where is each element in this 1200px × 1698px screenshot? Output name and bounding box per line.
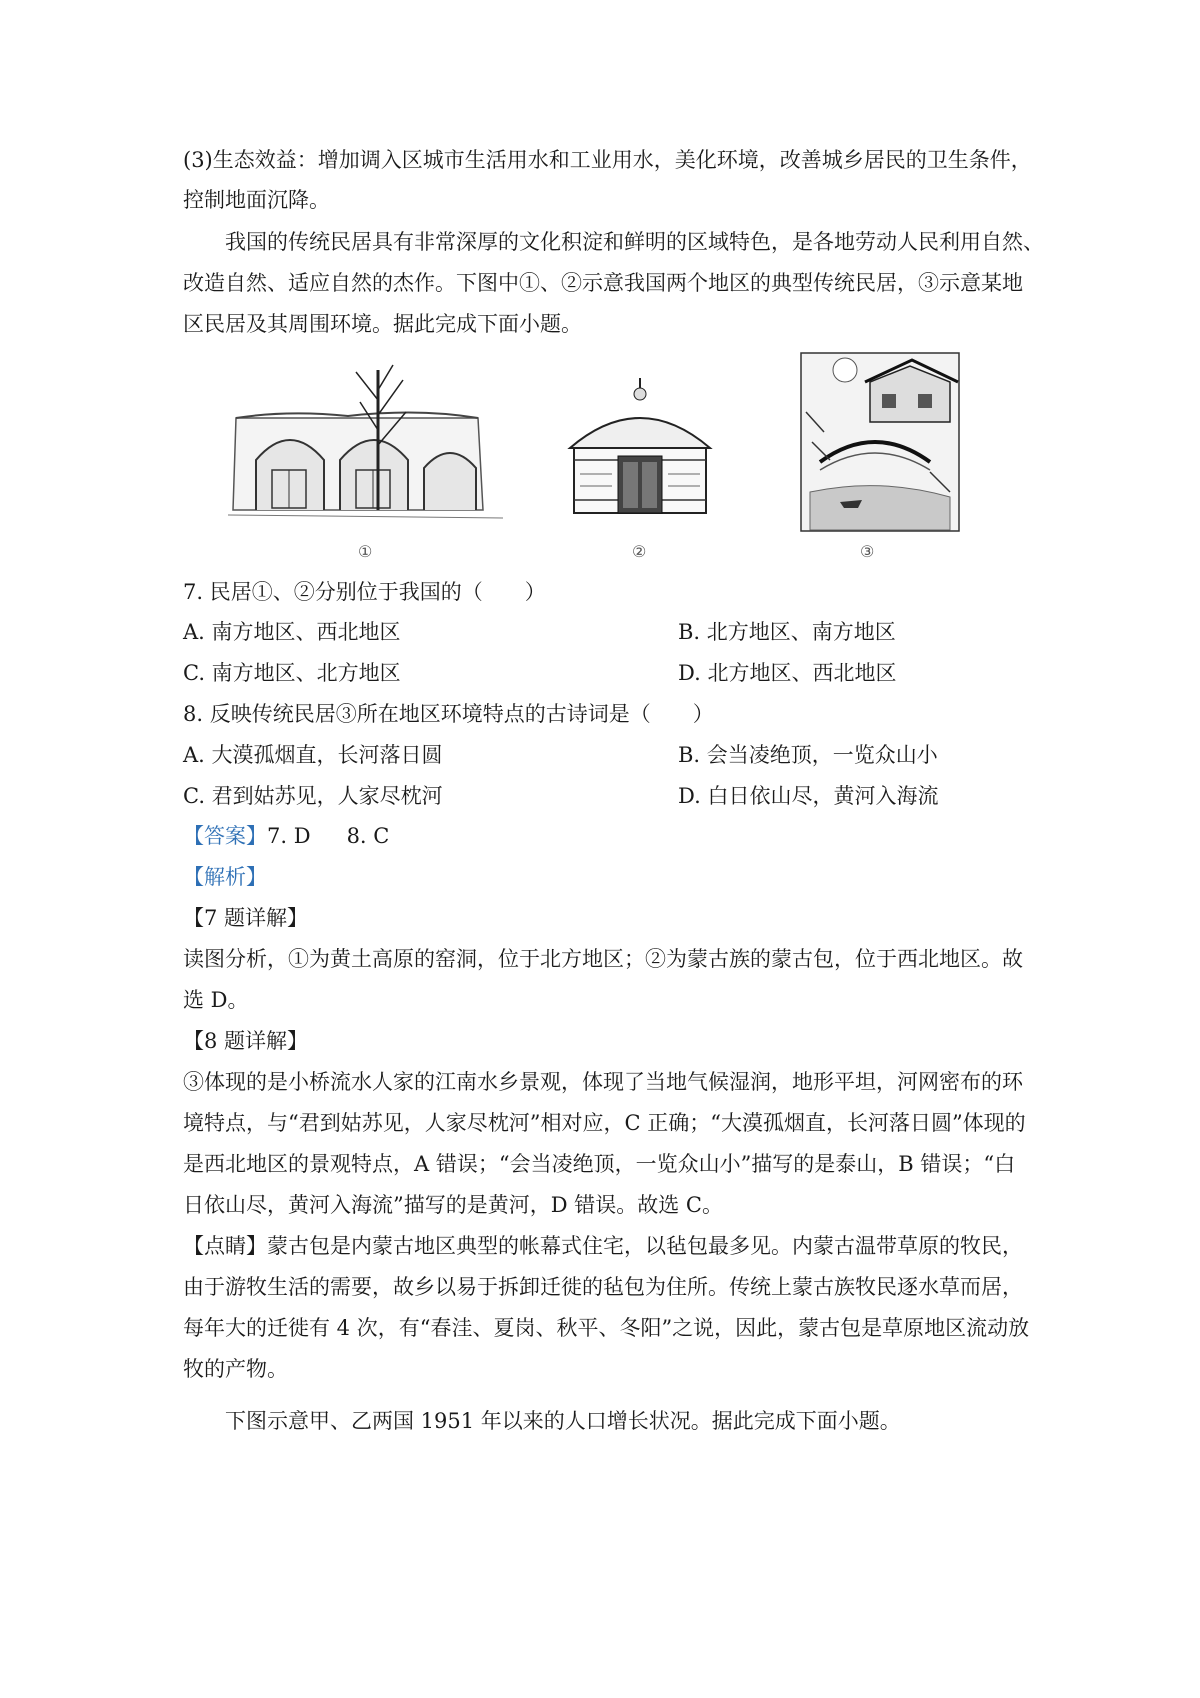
note-line-4: 牧的产物。: [183, 1357, 288, 1381]
question-8-option-b: B. 会当凌绝顶，一览众山小: [678, 743, 938, 767]
analysis-label: 【解析】: [183, 865, 267, 889]
figure-yaodong-sketch: [228, 360, 508, 530]
q7-detail-line-2: 选 D。: [183, 988, 249, 1012]
eco-line-1: (3)生态效益：增加调入区城市生活用水和工业用水，美化环境，改善城乡居民的卫生条件，: [183, 148, 1032, 172]
figure-label-2: ②: [632, 542, 647, 561]
q8-detail-line-4: 日依山尽，黄河入海流”描写的是黄河，D 错误。故选 C。: [183, 1193, 723, 1217]
note-line-2: 由于游牧生活的需要，故乡以易于拆卸迁徙的毡包为住所。传统上蒙古族牧民逐水草而居，: [183, 1275, 1023, 1299]
q7-detail-line-1: 读图分析，①为黄土高原的窑洞，位于北方地区；②为蒙古族的蒙古包，位于西北地区。故: [183, 947, 1023, 971]
figure-yurt-sketch: [560, 378, 720, 528]
question-8-stem: 8. 反映传统民居③所在地区环境特点的古诗词是（ ）: [183, 702, 714, 726]
note-line-3: 每年大的迁徙有 4 次，有“春洼、夏岗、秋平、冬阳”之说，因此，蒙古包是草原地区流动放: [183, 1316, 1030, 1340]
answer-q7: 7. D: [267, 824, 311, 848]
intro-line-1: 我国的传统民居具有非常深厚的文化积淀和鲜明的区域特色，是各地劳动人民利用自然、: [225, 230, 1044, 254]
question-7-stem: 7. 民居①、②分别位于我国的（ ）: [183, 580, 546, 604]
question-7-option-a: A. 南方地区、西北地区: [183, 620, 401, 644]
note-label: 【点睛】: [183, 1234, 267, 1258]
figure-label-3: ③: [860, 542, 875, 561]
note-line-1: [183, 1232, 1023, 1260]
q8-detail-line-1: ③体现的是小桥流水人家的江南水乡景观，体现了当地气候湿润，地形平坦，河网密布的环: [183, 1070, 1023, 1094]
question-8-option-c: C. 君到姑苏见，人家尽枕河: [183, 784, 443, 808]
next-question-intro: 下图示意甲、乙两国 1951 年以来的人口增长状况。据此完成下面小题。: [225, 1409, 901, 1433]
figure-water-town-sketch: [800, 352, 960, 532]
eco-line-2: 控制地面沉降。: [183, 188, 330, 212]
intro-line-2: 改造自然、适应自然的杰作。下图中①、②示意我国两个地区的典型传统民居，③示意某地: [183, 271, 1023, 295]
question-8-option-a: A. 大漠孤烟直，长河落日圆: [183, 743, 443, 767]
q7-detail-title: 【7 题详解】: [183, 906, 309, 930]
answer-line: [183, 822, 389, 850]
note-text-1: 蒙古包是内蒙古地区典型的帐幕式住宅，以毡包最多见。内蒙古温带草原的牧民，: [267, 1234, 1023, 1258]
question-7-option-d: D. 北方地区、西北地区: [678, 661, 897, 685]
q8-detail-line-2: 境特点，与“君到姑苏见，人家尽枕河”相对应，C 正确；“大漠孤烟直，长河落日圆”体现的: [183, 1111, 1026, 1135]
figure-label-1: ①: [358, 542, 373, 561]
answer-q8: 8. C: [346, 824, 390, 848]
question-7-option-c: C. 南方地区、北方地区: [183, 661, 401, 685]
q8-detail-title: 【8 题详解】: [183, 1029, 309, 1053]
intro-line-3: 区民居及其周围环境。据此完成下面小题。: [183, 312, 582, 336]
question-8-option-d: D. 白日依山尽，黄河入海流: [678, 784, 939, 808]
answer-label: 【答案】: [183, 824, 267, 848]
q8-detail-line-3: 是西北地区的景观特点，A 错误；“会当凌绝顶，一览众山小”描写的是泰山，B 错误；“白: [183, 1152, 1016, 1176]
question-7-option-b: B. 北方地区、南方地区: [678, 620, 896, 644]
